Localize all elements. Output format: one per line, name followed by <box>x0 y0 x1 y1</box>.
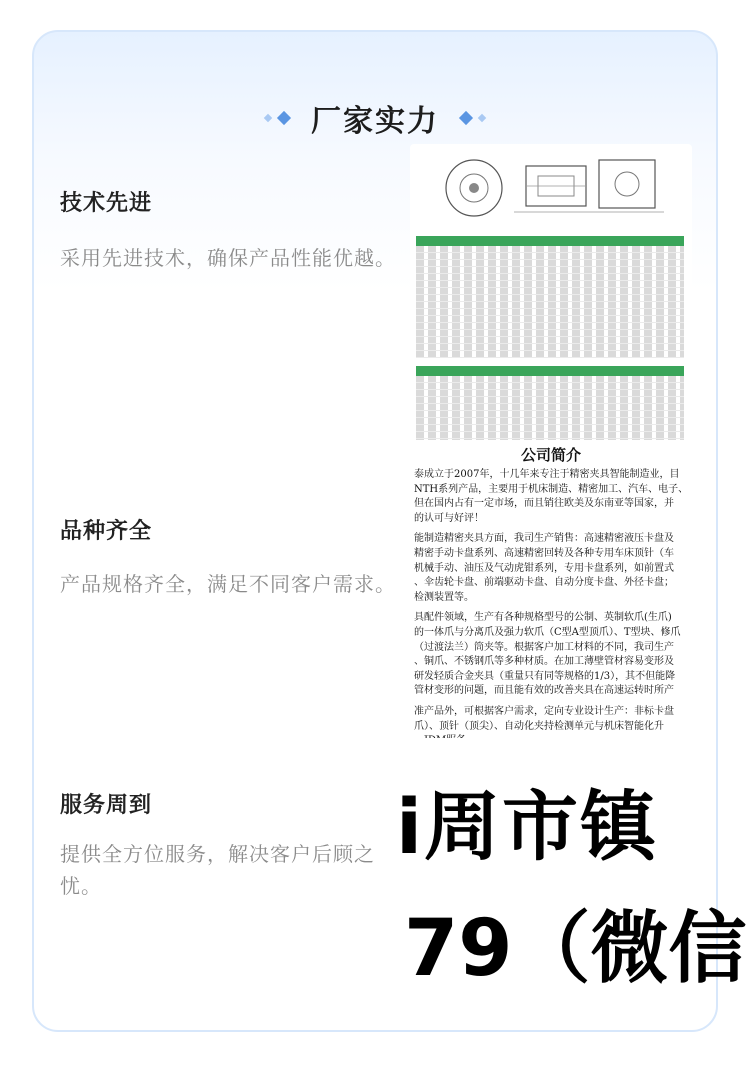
chuck-drawing-icon <box>434 150 684 220</box>
feature-desc-tech: 采用先进技术，确保产品性能优越。 <box>60 246 396 270</box>
diamond-large-icon <box>277 111 291 125</box>
feature-desc-variety: 产品规格齐全，满足不同客户需求。 <box>60 572 396 596</box>
section-header <box>34 88 716 148</box>
spec-sheet-image <box>410 144 692 442</box>
header-decoration-right <box>461 113 485 123</box>
company-intro-text: 泰成立于2007年，十几年来专注于精密夹具智能制造业，目 NTH系列产品，主要用于机床制造、精密加工、汽车、电子、 但在国内占有一定市场，而且销往欧美及东南亚等国家，并 的认可与好评！ 能制造精密夹具方面，我司生产销售：高速精密液压卡盘及 精密手动卡盘系列、高速精密回转及各种专用车床顶针（车 机械手动、油压及气动虎钳系列，专用卡盘系列，如前置式 、伞齿轮卡盘、前端驱动卡盘、自动分度卡盘、外径卡盘； 检测装置等。 具配件领域，生产有各种规格型号的公制、英制软爪(生爪) 的一体爪与分离爪及强力软爪（C型A型顶爪）、T型块、修爪 （过渡法兰）筒夹等。根据客户加工材料的不同，我司生产 、铜爪、不锈钢爪等多种材质。在加工薄壁管材容易变形及 研发轻质合金夹具（重量只有同等规格的1/3），其不但能降 管材变形的问题，而且能有效的改善夹具在高速运转时所产 准产品外，可根据客户需求，定向专业设计生产：非标卡盘 爪）、顶针（顶尖）、自动化夹持检测单元与机床智能化升 <box>414 469 689 732</box>
banner-line-2: 79（微信 <box>404 904 747 994</box>
diamond-small-icon <box>478 114 486 122</box>
section-title: 厂家实力 <box>311 104 439 139</box>
contact-banner-image <box>396 738 747 1014</box>
spec-table-a <box>416 236 684 358</box>
company-intro-title: 公司简介 <box>520 446 581 464</box>
factory-strength-card <box>32 30 747 1032</box>
company-intro-image <box>410 440 692 744</box>
spec-table-b <box>416 366 684 446</box>
feature-title-service: 服务周到 <box>60 793 153 818</box>
diamond-small-icon <box>264 114 272 122</box>
feature-title-tech: 技术先进 <box>60 191 153 216</box>
banner-line-1: i周市镇 <box>396 782 659 871</box>
header-decoration-left <box>265 113 289 123</box>
feature-title-variety: 品种齐全 <box>60 519 153 544</box>
feature-desc-service: 提供全方位服务，解决客户后顾之忧。 <box>60 842 375 898</box>
diamond-large-icon <box>459 111 473 125</box>
